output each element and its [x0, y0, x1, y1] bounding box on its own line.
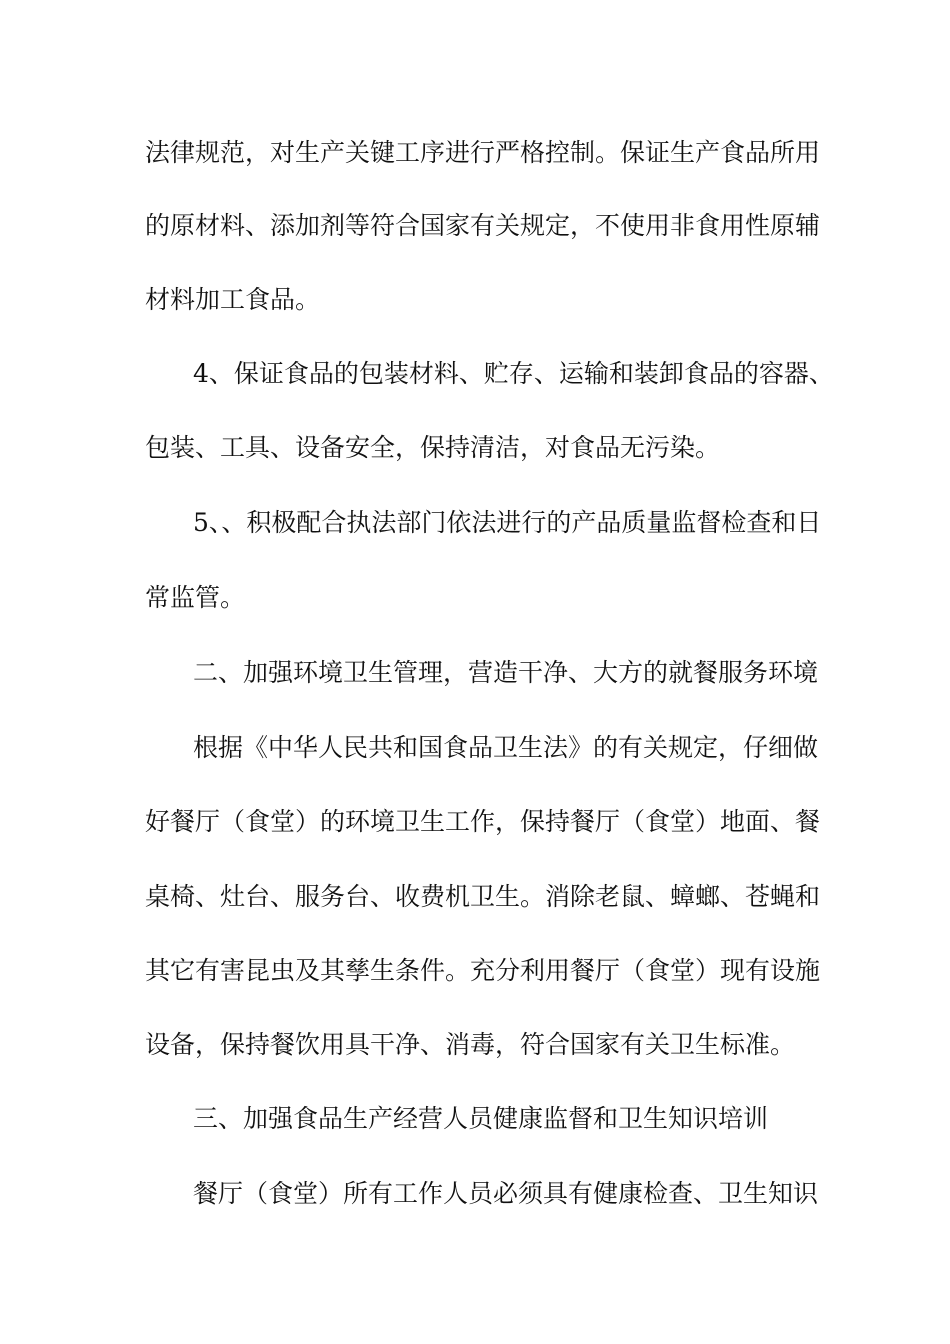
- paragraph-line-10: 好餐厅（食堂）的环境卫生工作，保持餐厅（食堂）地面、餐: [145, 807, 821, 836]
- section-heading-3: 三、加强食品生产经营人员健康监督和卫生知识培训: [193, 1104, 769, 1133]
- paragraph-line-2: 的原材料、添加剂等符合国家有关规定，不使用非食用性原辅: [145, 211, 821, 240]
- paragraph-line-5: 包装、工具、设备安全，保持清洁，对食品无污染。: [145, 433, 721, 462]
- paragraph-line-1: 法律规范，对生产关键工序进行严格控制。保证生产食品所用: [145, 138, 821, 167]
- paragraph-line-12: 其它有害昆虫及其孳生条件。充分利用餐厅（食堂）现有设施: [145, 956, 821, 985]
- paragraph-line-7: 常监管。: [145, 583, 246, 612]
- paragraph-line-9: 根据《中华人民共和国食品卫生法》的有关规定，仔细做: [193, 733, 819, 762]
- paragraph-line-11: 桌椅、灶台、服务台、收费机卫生。消除老鼠、蟑螂、苍蝇和: [145, 882, 821, 911]
- paragraph-line-15: 餐厅（食堂）所有工作人员必须具有健康检查、卫生知识: [193, 1179, 819, 1208]
- paragraph-line-3: 材料加工食品。: [145, 285, 321, 314]
- paragraph-line-4: 4、保证食品的包装材料、贮存、运输和装卸食品的容器、: [193, 359, 834, 388]
- paragraph-line-13: 设备，保持餐饮用具干净、消毒，符合国家有关卫生标准。: [145, 1030, 796, 1059]
- paragraph-line-6: 5、、积极配合执法部门依法进行的产品质量监督检查和日: [193, 508, 822, 537]
- section-heading-2: 二、加强环境卫生管理，营造干净、大方的就餐服务环境: [193, 658, 819, 687]
